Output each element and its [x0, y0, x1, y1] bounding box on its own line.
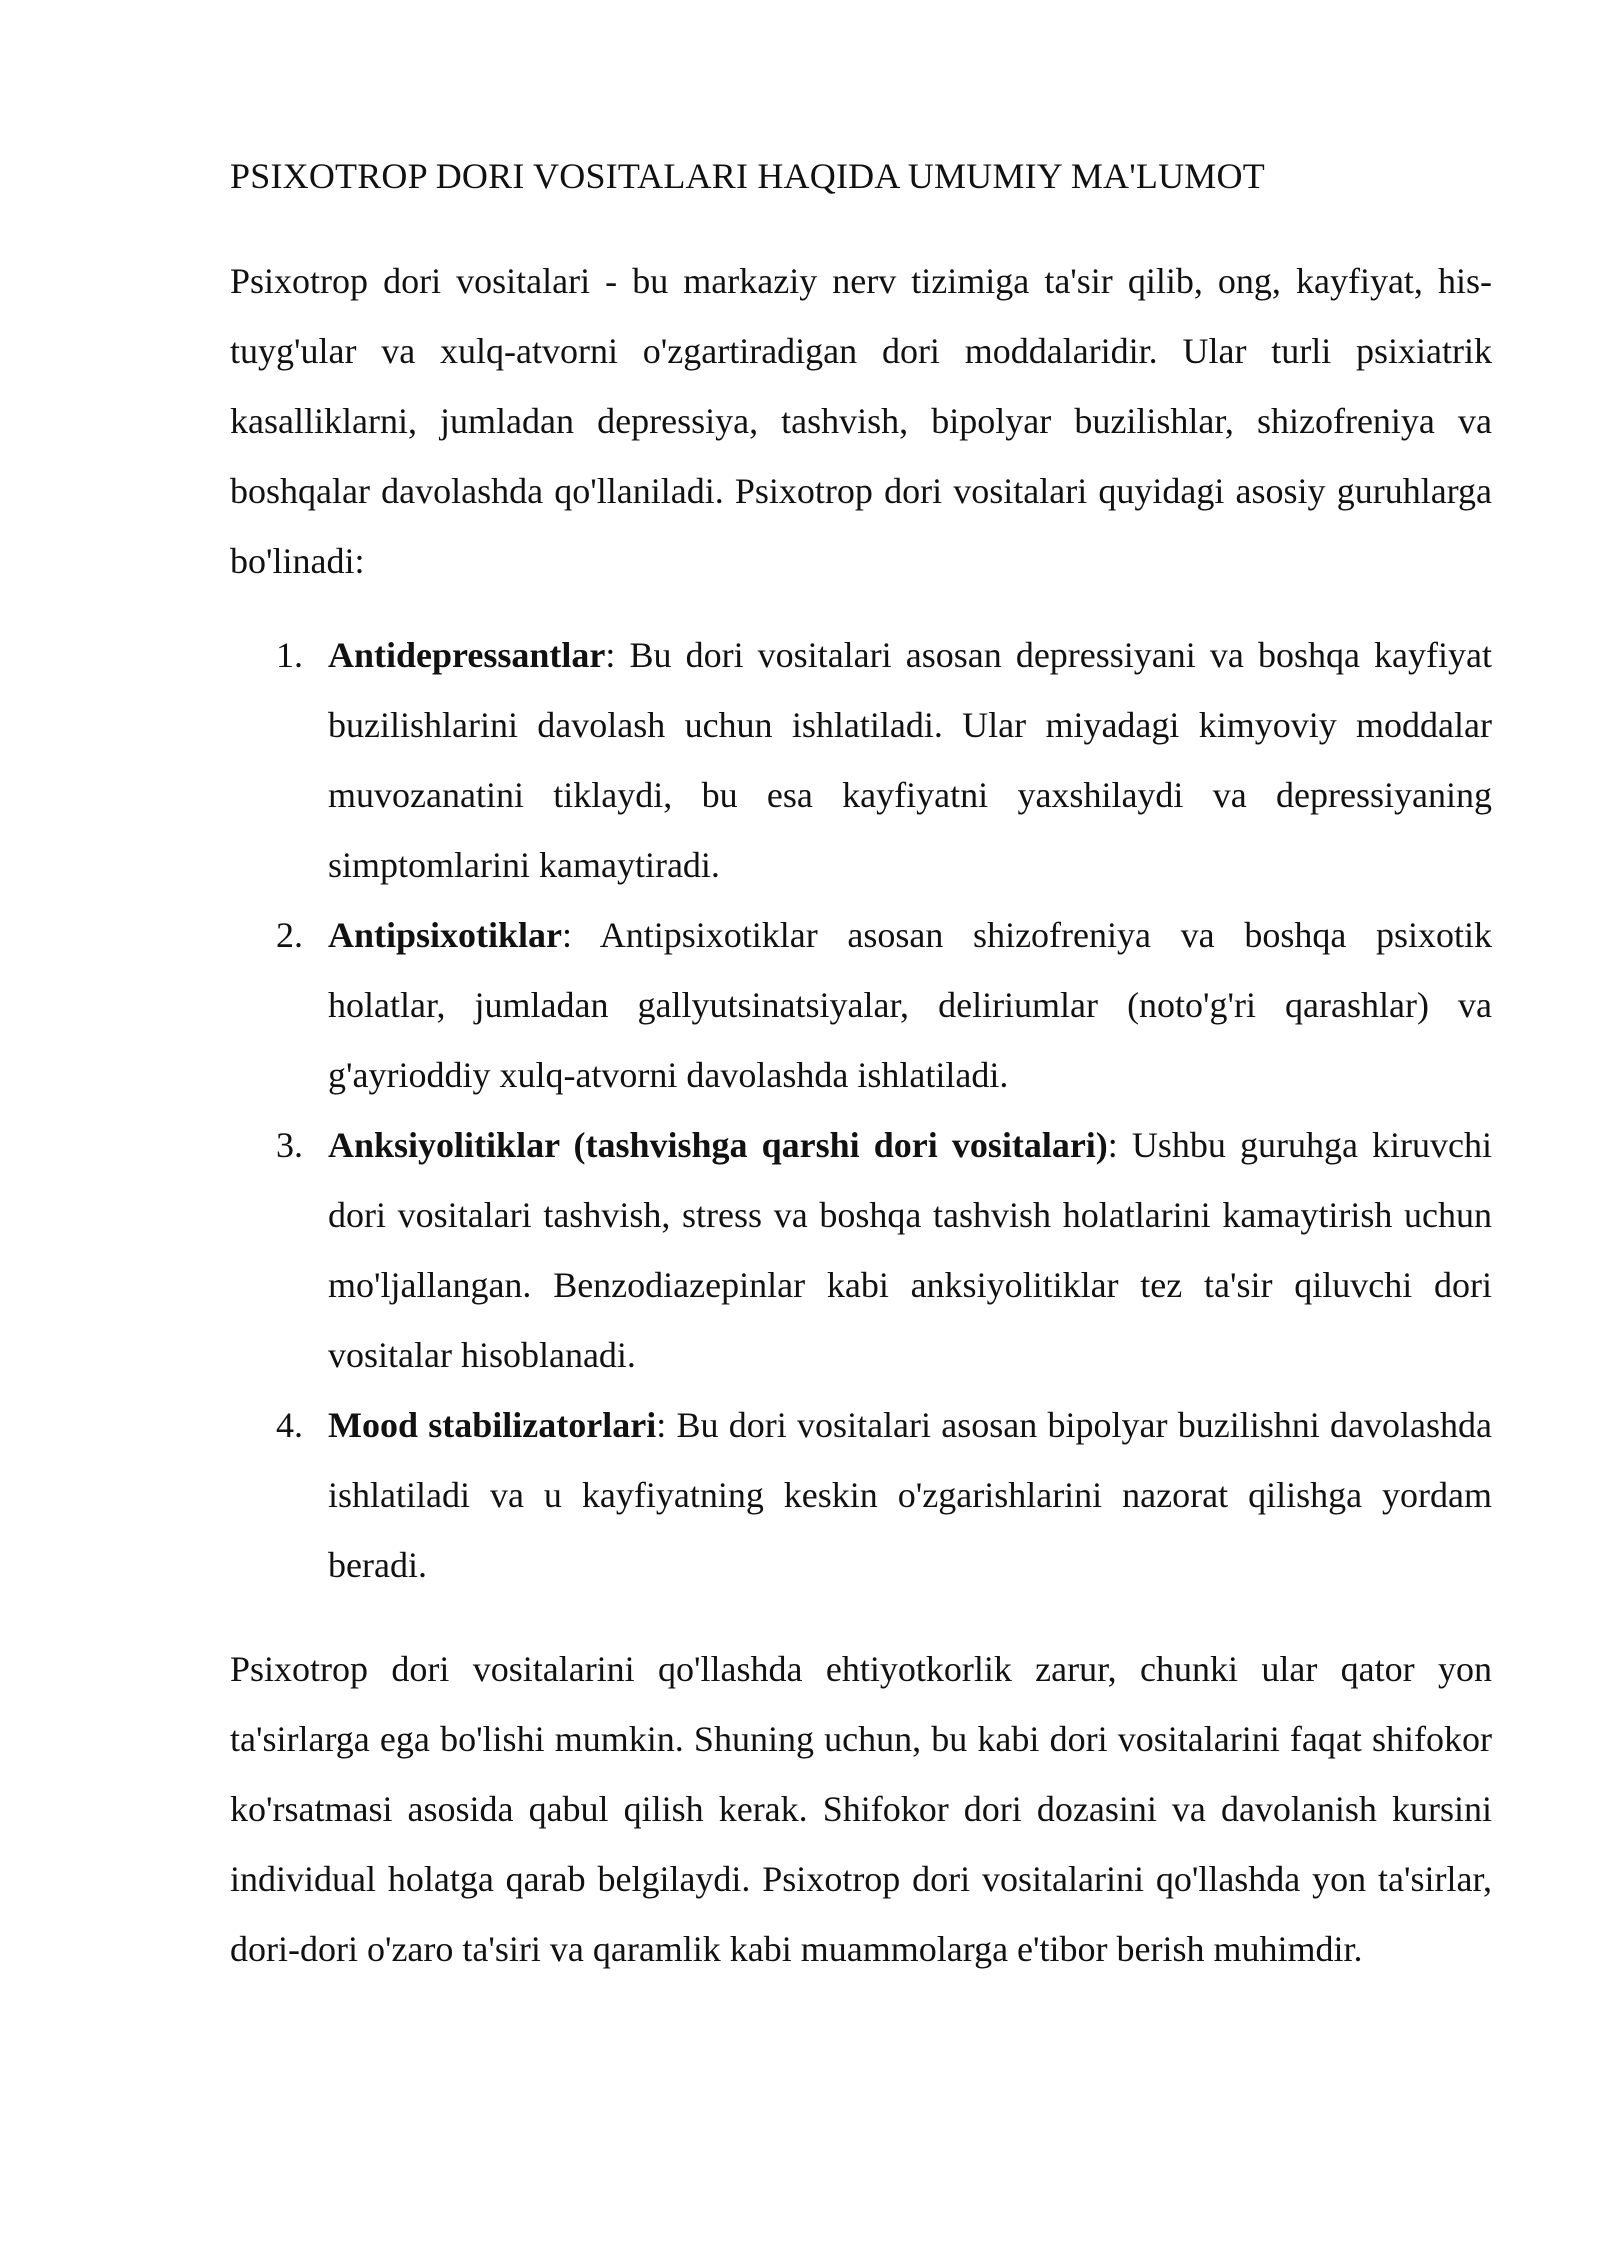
list-item-term: Antidepressantlar: [328, 635, 606, 675]
list-item-term: Antipsixotiklar: [328, 915, 563, 955]
list-item-text: : Bu dori vositalari asosan depressiyani va boshqa kayfiyat buzilishlarini davolash uchun ishlatiladi. Ular miyadagi kimyoviy moddalar muvozanatini tiklaydi, bu esa kayfiyatni yaxshilaydi va depressiyaning simptomlarini kamaytiradi.: [328, 635, 1492, 885]
drug-groups-list: [230, 620, 1492, 1600]
list-item-number: 4.: [276, 1405, 303, 1445]
closing-paragraph: Psixotrop dori vositalarini qo'llashda ehtiyotkorlik zarur, chunki ular qator yon ta'sirlarga ega bo'lishi mumkin. Shuning uchun, bu kabi dori vositalarini faqat shifokor ko'rsatmasi asosida qabul qilish kerak. Shifokor dori dozasini va davolanish kursini individual holatga qarab belgilaydi. Psixotrop dori vositalarini qo'llashda yon ta'sirlar, dori-dori o'zaro ta'siri va qaramlik kabi muammolarga e'tibor berish muhimdir.: [230, 1649, 1492, 1969]
list-item-term: Mood stabilizatorlari: [328, 1405, 657, 1445]
list-item: [230, 1110, 1492, 1390]
list-item: [230, 900, 1492, 1110]
list-item-term: Anksiyolitiklar (tashvishga qarshi dori vositalari): [328, 1125, 1108, 1165]
list-item-text: : Antipsixotiklar asosan shizofreniya va boshqa psixotik holatlar, jumladan gallyutsinatsiyalar, deliriumlar (noto'g'ri qarashlar) va g'ayrioddiy xulq-atvorni davolashda ishlatiladi.: [328, 915, 1492, 1095]
list-item-number: 1.: [276, 635, 303, 675]
list-item: [230, 1390, 1492, 1600]
list-item-number: 3.: [276, 1125, 303, 1165]
list-item-text: : Ushbu guruhga kiruvchi dori vositalari tashvish, stress va boshqa tashvish holatlarini kamaytirish uchun mo'ljallangan. Benzodiazepinlar kabi anksiyolitiklar tez ta'sir qiluvchi dori vositalar hisoblanadi.: [328, 1125, 1492, 1375]
document-title: PSIXOTROP DORI VOSITALARI HAQIDA UMUMIY MA'LUMOT: [230, 156, 1265, 196]
intro-paragraph: Psixotrop dori vositalari - bu markaziy nerv tizimiga ta'sir qilib, ong, kayfiyat, his-tuyg'ular va xulq-atvorni o'zgartiradigan dori moddalaridir. Ular turli psixiatrik kasalliklarni, jumladan depressiya, tashvish, bipolyar buzilishlar, shizofreniya va boshqalar davolashda qo'llaniladi. Psixotrop dori vositalari quyidagi asosiy guruhlarga bo'linadi:: [230, 261, 1492, 581]
list-item: [230, 620, 1492, 900]
list-item-text: : Bu dori vositalari asosan bipolyar buzilishni davolashda ishlatiladi va u kayfiyatning keskin o'zgarishlarini nazorat qilishga yordam beradi.: [328, 1405, 1493, 1585]
list-item-number: 2.: [276, 915, 303, 955]
document-page: [230, 150, 1492, 1984]
